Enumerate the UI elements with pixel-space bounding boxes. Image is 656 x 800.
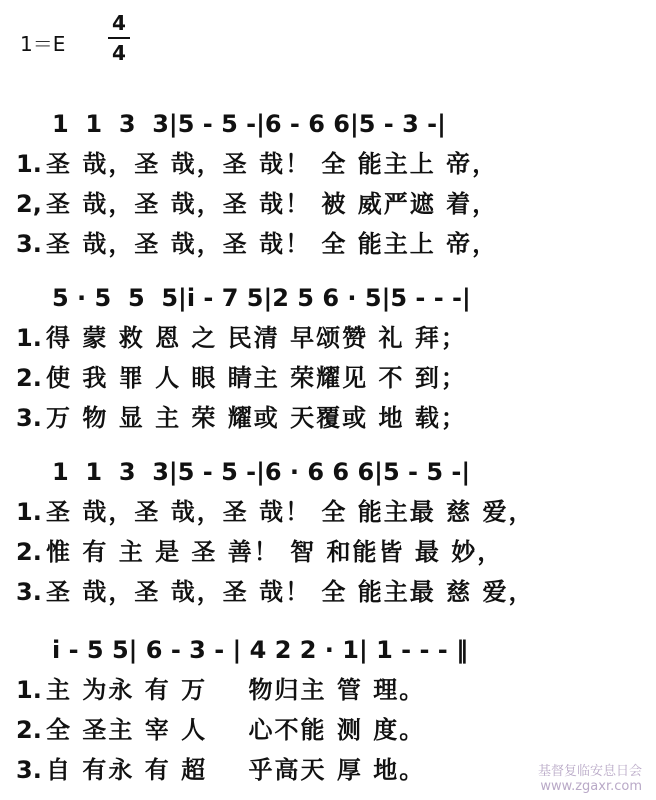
lyrics-block: [16, 318, 646, 438]
lyric-text: 全 圣主 宰 人 心不能 测 度。: [46, 716, 426, 744]
lyric-text: 圣 哉，圣 哉，圣 哉！ 被 威严遮 着，: [46, 190, 499, 218]
lyric-line: [16, 532, 646, 572]
lyric-line: [16, 358, 646, 398]
verse-number: 3.: [16, 404, 42, 432]
lyric-line: [16, 572, 646, 612]
lyric-line: [16, 144, 646, 184]
verse-number: 3.: [16, 230, 42, 258]
lyrics-block: [16, 492, 646, 612]
verse-number: 1.: [16, 676, 42, 704]
lyrics-block: [16, 144, 646, 264]
notation-line: [0, 110, 656, 146]
verse-number: 3.: [16, 756, 42, 784]
time-signature: [108, 10, 130, 66]
lyric-line: [16, 398, 646, 438]
lyric-text: 惟 有 主 是 圣 善！ 智 和能皆 最 妙，: [46, 538, 504, 566]
notation-text: 5 · 5 5 5|i - 7 5|2 5 6 · 5|5 - - -|: [52, 284, 471, 312]
lyric-text: 主 为永 有 万 物归主 管 理。: [46, 676, 426, 704]
notation-line: [0, 284, 656, 320]
verse-number: 1.: [16, 150, 42, 178]
site-watermark: [538, 764, 642, 794]
lyric-text: 得 蒙 救 恩 之 民清 早颂赞 礼 拜；: [46, 324, 467, 352]
notation-line: [0, 636, 656, 672]
notation-text: i - 5 5| 6 - 3 - | 4 2 2 · 1| 1 - - - ‖: [52, 636, 469, 664]
verse-number: 2,: [16, 190, 42, 218]
watermark-line-1: 基督复临安息日会: [537, 764, 642, 779]
verse-number: 2.: [16, 716, 42, 744]
lyric-line: [16, 184, 646, 224]
lyric-line: [16, 318, 646, 358]
verse-number: 2.: [16, 538, 42, 566]
lyric-text: 万 物 显 主 荣 耀或 天覆或 地 载；: [46, 404, 467, 432]
lyric-text: 圣 哉，圣 哉，圣 哉！ 全 能主最 慈 爱，: [46, 578, 535, 606]
lyric-line: [16, 670, 646, 710]
meter-divider: [108, 37, 130, 39]
lyric-line: [16, 492, 646, 532]
meter-top: 4: [112, 11, 126, 35]
notation-line: [0, 458, 656, 494]
watermark-line-2: www.zgaxr.com: [540, 779, 642, 794]
lyric-text: 圣 哉，圣 哉，圣 哉！ 全 能主最 慈 爱，: [46, 498, 535, 526]
notation-text: 1 1 3 3|5 - 5 -|6 · 6 6 6|5 - 5 -|: [52, 458, 471, 486]
lyric-text: 圣 哉，圣 哉，圣 哉！ 全 能主上 帝，: [46, 150, 499, 178]
verse-number: 2.: [16, 364, 42, 392]
verse-number: 1.: [16, 324, 42, 352]
lyric-line: [16, 710, 646, 750]
lyric-text: 圣 哉，圣 哉，圣 哉！ 全 能主上 帝，: [46, 230, 499, 258]
verse-number: 3.: [16, 578, 42, 606]
key-signature: 1＝E: [20, 32, 66, 56]
lyric-line: [16, 224, 646, 264]
verse-number: 1.: [16, 498, 42, 526]
lyric-text: 自 有永 有 超 乎高天 厚 地。: [46, 756, 426, 784]
notation-text: 1 1 3 3|5 - 5 -|6 - 6 6|5 - 3 -|: [52, 110, 446, 138]
lyric-text: 使 我 罪 人 眼 睛主 荣耀见 不 到；: [46, 364, 467, 392]
meter-bottom: 4: [112, 41, 126, 65]
